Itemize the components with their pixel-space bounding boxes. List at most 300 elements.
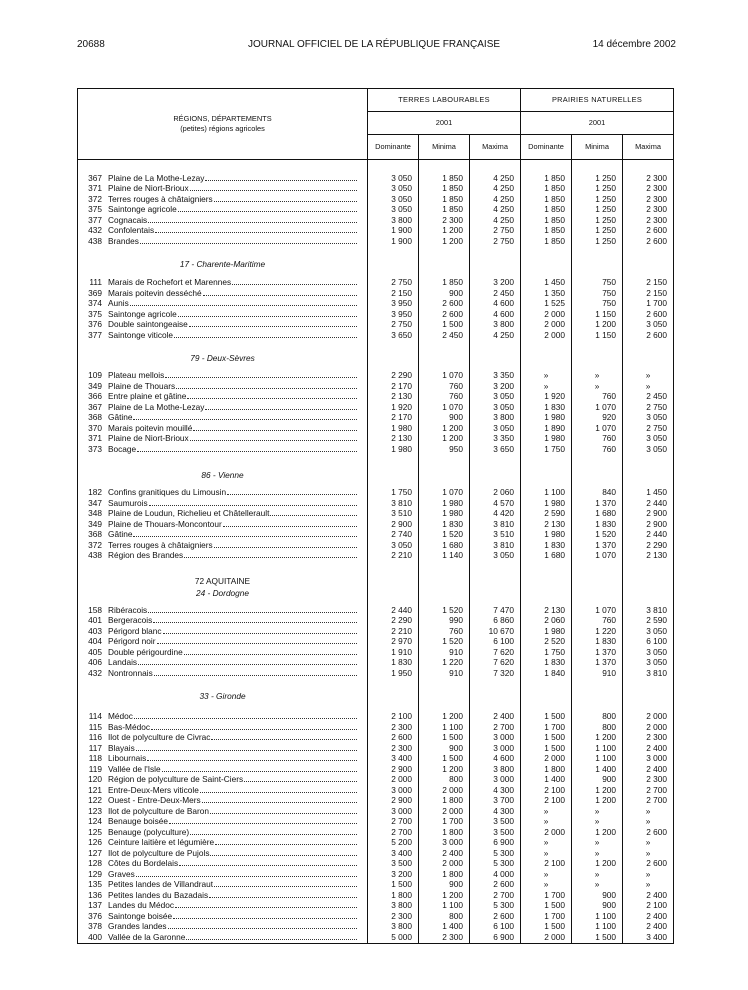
region-header-line1: RÉGIONS, DÉPARTEMENTS — [173, 114, 272, 123]
terres-dominante-value: 3 950 — [368, 310, 419, 321]
dot-leader — [148, 606, 357, 613]
region-cell — [78, 371, 368, 382]
empty-cell — [470, 470, 521, 482]
prairies-dominante-value: » — [521, 838, 572, 849]
terres-dominante-value: 3 950 — [368, 299, 419, 310]
region-line — [78, 195, 367, 205]
prairies-dominante-value: 1 100 — [521, 488, 572, 499]
dot-leader — [210, 849, 357, 856]
region-code: 118 — [88, 754, 102, 764]
terres-minima-value: 760 — [419, 382, 470, 393]
dot-leader — [232, 278, 357, 285]
dot-leader — [187, 392, 357, 399]
prairies-dominante-value: 1 700 — [521, 912, 572, 923]
terres-minima-value: 3 000 — [419, 838, 470, 849]
terres-maxima-value: 2 060 — [470, 488, 521, 499]
terres-minima-value: 1 140 — [419, 551, 470, 562]
region-name: Confolentais — [108, 226, 155, 236]
prairies-maxima-value: 3 810 — [623, 669, 674, 680]
dot-leader — [244, 775, 357, 782]
prairies-maxima-value: 2 130 — [623, 551, 674, 562]
region-line — [78, 922, 367, 932]
prairies-dominante-value: 1 700 — [521, 891, 572, 902]
terres-maxima-value: 4 420 — [470, 509, 521, 520]
year-header-prairies: 2001 — [521, 112, 674, 135]
region-line — [78, 796, 367, 806]
terres-dominante-value: 2 130 — [368, 434, 419, 445]
table-row — [78, 205, 674, 216]
region-code: 114 — [88, 712, 102, 722]
prairies-dominante-value: 2 520 — [521, 637, 572, 648]
region-code: 137 — [88, 901, 102, 911]
prairies-minima-value: 910 — [572, 669, 623, 680]
region-code: 403 — [88, 626, 102, 636]
region-name: Saintonge agricole — [108, 205, 177, 215]
region-line — [78, 912, 367, 922]
prairies-minima-value: 1 250 — [572, 184, 623, 195]
terres-minima-value: 1 700 — [419, 817, 470, 828]
terres-minima-value: 1 500 — [419, 320, 470, 331]
department-heading: 24 - Dordogne — [78, 588, 368, 600]
empty-cell — [78, 562, 368, 576]
table-row — [78, 870, 674, 881]
terres-minima-value: 2 000 — [419, 807, 470, 818]
region-cell — [78, 712, 368, 723]
terres-maxima-value: 3 650 — [470, 445, 521, 456]
empty-cell — [470, 160, 521, 174]
table-row — [78, 520, 674, 531]
prairies-minima-value: 1 250 — [572, 174, 623, 185]
prairies-dominante-value: 1 980 — [521, 434, 572, 445]
prairies-dominante-value: 1 850 — [521, 216, 572, 227]
dot-leader — [133, 413, 357, 420]
dot-leader — [169, 817, 357, 824]
terres-maxima-value: 3 800 — [470, 320, 521, 331]
terres-dominante-value: 1 800 — [368, 891, 419, 902]
empty-cell — [623, 703, 674, 712]
journal-title: JOURNAL OFFICIEL DE LA RÉPUBLIQUE FRANÇAISE — [247, 39, 501, 50]
empty-cell — [419, 470, 470, 482]
dot-leader — [153, 616, 357, 623]
region-line — [78, 382, 367, 392]
region-cell — [78, 195, 368, 206]
prairies-dominante-value: 1 850 — [521, 237, 572, 248]
region-code: 158 — [88, 605, 102, 615]
section-row — [78, 576, 674, 588]
empty-cell — [78, 160, 368, 174]
prairies-minima-value: 1 200 — [572, 828, 623, 839]
group-header-prairies: PRAIRIES NATURELLES — [521, 89, 674, 112]
region-line — [78, 299, 367, 309]
terres-maxima-value: 3 050 — [470, 551, 521, 562]
terres-dominante-value: 1 920 — [368, 403, 419, 414]
prairies-minima-value: » — [572, 807, 623, 818]
prairies-dominante-value: 1 850 — [521, 174, 572, 185]
region-line — [78, 320, 367, 330]
region-line — [78, 733, 367, 743]
table-row — [78, 331, 674, 342]
region-header-line2: (petites) régions agricoles — [180, 124, 265, 133]
region-cell — [78, 901, 368, 912]
prairies-minima-value: 900 — [572, 891, 623, 902]
terres-minima-value: 2 600 — [419, 310, 470, 321]
region-name: Terres rouges à châtaigniers — [108, 194, 213, 204]
spacer-row — [78, 341, 674, 353]
region-line — [78, 216, 367, 226]
terres-dominante-value: 3 810 — [368, 499, 419, 510]
terres-minima-value: 1 850 — [419, 205, 470, 216]
table-row — [78, 859, 674, 870]
empty-cell — [419, 588, 470, 600]
dot-leader — [157, 637, 357, 644]
dot-leader — [184, 551, 357, 558]
terres-maxima-value: 3 500 — [470, 828, 521, 839]
terres-dominante-value: 2 170 — [368, 382, 419, 393]
region-name: Marais de Rochefort et Marennes — [108, 278, 232, 288]
region-cell — [78, 205, 368, 216]
dot-leader — [189, 320, 357, 327]
dot-leader — [140, 237, 357, 244]
prairies-minima-value: 1 250 — [572, 216, 623, 227]
region-cell — [78, 237, 368, 248]
region-code: 117 — [88, 743, 102, 753]
region-line — [78, 403, 367, 413]
prairies-maxima-value: 3 050 — [623, 445, 674, 456]
terres-dominante-value: 2 290 — [368, 371, 419, 382]
table-row — [78, 216, 674, 227]
terres-minima-value: 2 300 — [419, 216, 470, 227]
prairies-maxima-value: » — [623, 382, 674, 393]
terres-minima-value: 1 850 — [419, 184, 470, 195]
dot-leader — [136, 744, 357, 751]
region-cell — [78, 434, 368, 445]
table-row — [78, 838, 674, 849]
region-line — [78, 392, 367, 402]
region-line — [78, 184, 367, 194]
prairies-maxima-value: 2 600 — [623, 237, 674, 248]
empty-cell — [419, 455, 470, 470]
region-line — [78, 237, 367, 247]
region-name: Entre-Deux-Mers viticole — [108, 785, 199, 795]
empty-cell — [623, 576, 674, 588]
region-name: Plaine de Niort-Brioux — [108, 434, 189, 444]
dot-leader — [203, 289, 357, 296]
terres-maxima-value: 3 810 — [470, 520, 521, 531]
terres-minima-value: 1 200 — [419, 712, 470, 723]
terres-dominante-value: 3 800 — [368, 901, 419, 912]
region-line — [78, 880, 367, 890]
terres-maxima-value: 3 350 — [470, 434, 521, 445]
prairies-minima-value: 760 — [572, 445, 623, 456]
prairies-dominante-value: 1 840 — [521, 669, 572, 680]
empty-cell — [572, 353, 623, 365]
prairies-dominante-value: » — [521, 880, 572, 891]
region-line — [78, 786, 367, 796]
terres-dominante-value: 1 980 — [368, 424, 419, 435]
prairies-dominante-value: 1 500 — [521, 712, 572, 723]
prairies-minima-value: 1 150 — [572, 331, 623, 342]
terres-dominante-value: 2 300 — [368, 912, 419, 923]
region-cell — [78, 744, 368, 755]
prairies-maxima-value: 2 600 — [623, 859, 674, 870]
empty-cell — [368, 160, 419, 174]
region-line — [78, 859, 367, 869]
prairies-dominante-value: 1 920 — [521, 392, 572, 403]
dot-leader — [176, 382, 357, 389]
prairies-maxima-value: 3 000 — [623, 754, 674, 765]
terres-minima-value: 1 220 — [419, 658, 470, 669]
prairies-maxima-value: 3 050 — [623, 434, 674, 445]
terres-minima-value: 1 070 — [419, 488, 470, 499]
empty-cell — [572, 470, 623, 482]
empty-cell — [521, 353, 572, 365]
prairies-maxima-value: 6 100 — [623, 637, 674, 648]
terres-minima-value: 2 600 — [419, 299, 470, 310]
region-name: Plaine de La Mothe-Lezay — [108, 173, 205, 183]
prairies-maxima-value: » — [623, 880, 674, 891]
prairies-dominante-value: » — [521, 817, 572, 828]
table-row — [78, 754, 674, 765]
table-row — [78, 606, 674, 617]
spacer-row — [78, 160, 674, 174]
empty-cell — [368, 588, 419, 600]
dot-leader — [210, 807, 357, 814]
table-row — [78, 226, 674, 237]
empty-cell — [521, 160, 572, 174]
table-row — [78, 880, 674, 891]
region-line — [78, 933, 367, 943]
terres-dominante-value: 3 400 — [368, 754, 419, 765]
empty-cell — [470, 691, 521, 703]
region-code: 373 — [88, 444, 102, 454]
prairies-maxima-value: 2 400 — [623, 744, 674, 755]
terres-maxima-value: 6 900 — [470, 933, 521, 944]
terres-minima-value: 1 980 — [419, 509, 470, 520]
empty-cell — [419, 703, 470, 712]
region-code: 438 — [88, 551, 102, 561]
region-code: 136 — [88, 890, 102, 900]
terres-dominante-value: 2 150 — [368, 289, 419, 300]
terres-dominante-value: 3 050 — [368, 205, 419, 216]
prairies-maxima-value: 2 450 — [623, 392, 674, 403]
prairies-dominante-value: 1 680 — [521, 551, 572, 562]
prairies-dominante-value: 1 500 — [521, 901, 572, 912]
empty-cell — [623, 470, 674, 482]
terres-dominante-value: 2 290 — [368, 616, 419, 627]
terres-dominante-value: 3 500 — [368, 859, 419, 870]
region-line — [78, 371, 367, 381]
terres-maxima-value: 4 250 — [470, 195, 521, 206]
region-cell — [78, 669, 368, 680]
prairies-minima-value: 1 830 — [572, 520, 623, 531]
dot-leader — [214, 880, 357, 887]
prairies-dominante-value: 1 850 — [521, 184, 572, 195]
region-cell — [78, 541, 368, 552]
dot-leader — [215, 838, 357, 845]
terres-minima-value: 1 500 — [419, 733, 470, 744]
prairies-dominante-value: 2 130 — [521, 520, 572, 531]
empty-cell — [521, 588, 572, 600]
department-heading: 33 - Gironde — [78, 691, 368, 703]
region-code: 116 — [88, 733, 102, 743]
prairies-minima-value: 1 680 — [572, 509, 623, 520]
terres-dominante-value: 3 000 — [368, 807, 419, 818]
empty-cell — [419, 691, 470, 703]
region-cell — [78, 838, 368, 849]
terres-minima-value: 2 400 — [419, 849, 470, 860]
region-cell — [78, 174, 368, 185]
region-code: 367 — [88, 173, 102, 183]
terres-maxima-value: 4 250 — [470, 331, 521, 342]
dot-leader — [178, 310, 357, 317]
table-row — [78, 371, 674, 382]
terres-minima-value: 910 — [419, 648, 470, 659]
terres-maxima-value: 5 300 — [470, 849, 521, 860]
prairies-minima-value: 1 100 — [572, 922, 623, 933]
empty-cell — [572, 455, 623, 470]
terres-maxima-value: 3 000 — [470, 775, 521, 786]
dot-leader — [173, 912, 357, 919]
region-name: Petites landes du Bazadais — [108, 890, 209, 900]
terres-dominante-value: 3 050 — [368, 195, 419, 206]
empty-cell — [521, 259, 572, 271]
terres-minima-value: 2 300 — [419, 933, 470, 944]
terres-dominante-value: 2 100 — [368, 712, 419, 723]
region-line — [78, 278, 367, 288]
region-cell — [78, 382, 368, 393]
terres-minima-value: 990 — [419, 616, 470, 627]
terres-maxima-value: 2 450 — [470, 289, 521, 300]
terres-minima-value: 900 — [419, 289, 470, 300]
prairies-dominante-value: 1 700 — [521, 723, 572, 734]
region-name: Saintonge viticole — [108, 330, 174, 340]
terres-maxima-value: 3 510 — [470, 530, 521, 541]
dot-leader — [147, 754, 357, 761]
prairies-minima-value: » — [572, 880, 623, 891]
region-name: Landes du Médoc — [108, 901, 174, 911]
terres-dominante-value: 2 600 — [368, 733, 419, 744]
terres-minima-value: 1 800 — [419, 828, 470, 839]
empty-cell — [572, 160, 623, 174]
region-name: Entre plaine et gâtine — [108, 392, 187, 402]
region-cell — [78, 499, 368, 510]
table-row — [78, 488, 674, 499]
empty-cell — [470, 455, 521, 470]
region-cell — [78, 754, 368, 765]
terres-minima-value: 1 850 — [419, 278, 470, 289]
empty-cell — [572, 679, 623, 691]
region-name: Marais poitevin mouillé — [108, 423, 193, 433]
terres-maxima-value: 3 800 — [470, 765, 521, 776]
dot-leader — [149, 499, 357, 506]
prairies-minima-value: 1 250 — [572, 226, 623, 237]
empty-cell — [572, 247, 623, 259]
terres-minima-value: 1 200 — [419, 237, 470, 248]
prairies-dominante-value: 2 000 — [521, 933, 572, 944]
empty-cell — [78, 247, 368, 259]
region-code: 128 — [88, 859, 102, 869]
terres-maxima-value: 2 400 — [470, 712, 521, 723]
empty-cell — [470, 247, 521, 259]
prairies-minima-value: 900 — [572, 775, 623, 786]
dot-leader — [136, 870, 357, 877]
empty-cell — [470, 679, 521, 691]
terres-minima-value: 1 850 — [419, 195, 470, 206]
department-heading: 79 - Deux-Sèvres — [78, 353, 368, 365]
section-row — [78, 691, 674, 703]
prairies-maxima-value: 2 300 — [623, 216, 674, 227]
region-cell — [78, 331, 368, 342]
dot-leader — [214, 541, 357, 548]
terres-maxima-value: 5 300 — [470, 901, 521, 912]
table-row — [78, 648, 674, 659]
terres-minima-value: 1 980 — [419, 499, 470, 510]
terres-minima-value: 1 100 — [419, 901, 470, 912]
region-code: 406 — [88, 658, 102, 668]
empty-cell — [623, 691, 674, 703]
empty-cell — [470, 703, 521, 712]
region-line — [78, 488, 367, 498]
table-row — [78, 195, 674, 206]
prairies-maxima-value: 2 750 — [623, 424, 674, 435]
prairies-maxima-value: 2 000 — [623, 723, 674, 734]
region-cell — [78, 488, 368, 499]
terres-maxima-value: 4 300 — [470, 786, 521, 797]
region-name: Plaine de Niort-Brioux — [108, 184, 189, 194]
region-line — [78, 807, 367, 817]
terres-maxima-value: 4 600 — [470, 299, 521, 310]
dot-leader — [184, 648, 357, 655]
region-line — [78, 606, 367, 616]
terres-dominante-value: 1 910 — [368, 648, 419, 659]
region-cell — [78, 828, 368, 839]
prairies-minima-value: 920 — [572, 413, 623, 424]
terres-minima-value: 1 850 — [419, 174, 470, 185]
table-row — [78, 392, 674, 403]
terres-dominante-value: 5 000 — [368, 933, 419, 944]
terres-minima-value: 1 070 — [419, 371, 470, 382]
region-code: 370 — [88, 423, 102, 433]
prairies-minima-value: 1 370 — [572, 541, 623, 552]
prairies-minima-value: 1 070 — [572, 551, 623, 562]
prairies-minima-value: 1 070 — [572, 403, 623, 414]
dot-leader — [186, 933, 357, 940]
table-row — [78, 509, 674, 520]
prairies-maxima-value: 2 290 — [623, 541, 674, 552]
empty-cell — [623, 271, 674, 278]
terres-minima-value: 1 800 — [419, 796, 470, 807]
terres-minima-value: 1 200 — [419, 891, 470, 902]
land-price-table — [77, 88, 674, 944]
prairies-maxima-value: » — [623, 807, 674, 818]
terres-minima-value: 1 200 — [419, 226, 470, 237]
empty-cell — [521, 679, 572, 691]
region-line — [78, 530, 367, 540]
table-row — [78, 828, 674, 839]
region-name: Plaine de La Mothe-Lezay — [108, 402, 205, 412]
terres-dominante-value: 1 900 — [368, 237, 419, 248]
dot-leader — [193, 424, 357, 431]
spacer-row — [78, 247, 674, 259]
region-line — [78, 551, 367, 561]
terres-maxima-value: 6 860 — [470, 616, 521, 627]
region-cell — [78, 849, 368, 860]
terres-minima-value: 2 000 — [419, 859, 470, 870]
page-number: 20688 — [77, 39, 105, 50]
region-name: Ceinture laitière et légumière — [108, 838, 215, 848]
dot-leader — [175, 901, 357, 908]
region-line — [78, 765, 367, 775]
